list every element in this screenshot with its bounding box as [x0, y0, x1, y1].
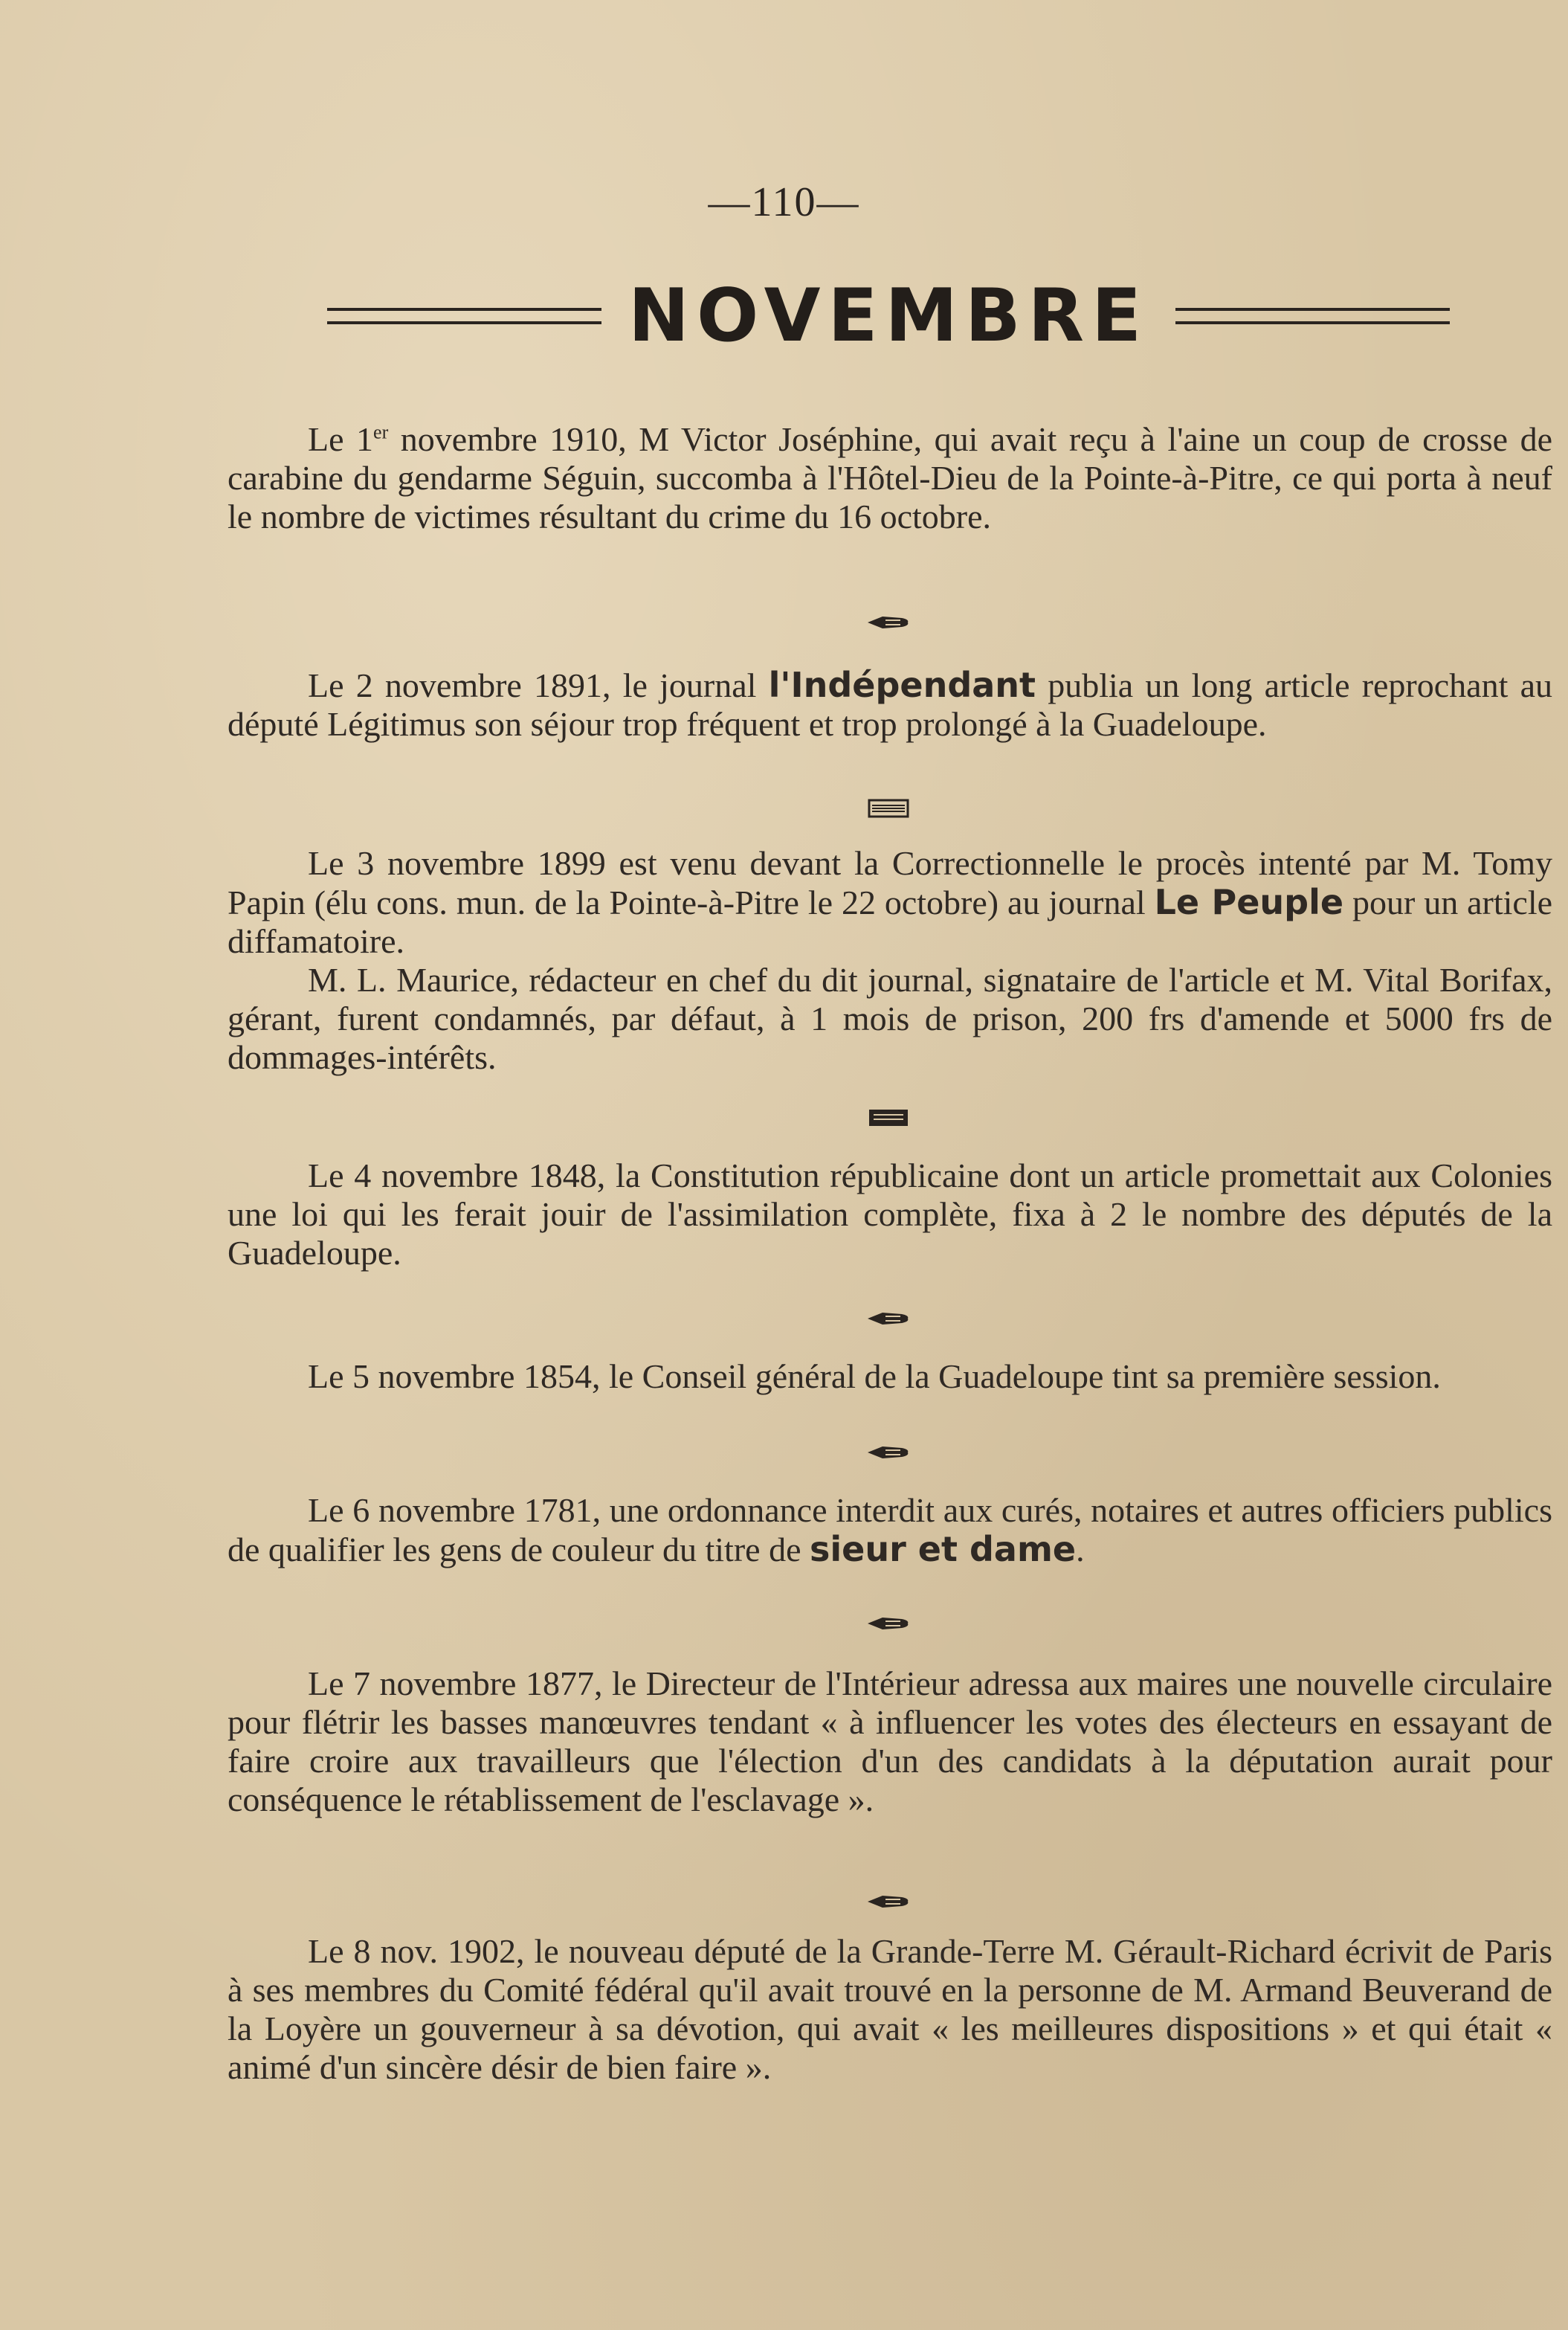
entry-text-part: Le 1: [308, 420, 374, 458]
entry-november-4: [228, 1156, 1552, 1272]
entry-text-part: Le 3 novembre 1899 est venu devant la Correctionnelle le procès intenté par M. Tomy Papin (élu cons. mun. de la Pointe-à-Pitre le 22 octobre) au journal: [228, 844, 1552, 921]
header-rule-right: [1175, 308, 1450, 324]
entry-text-part: Le 6 novembre 1781, une ordonnance interdit aux curés, notaires et autres officiers publics de qualifier les gens de couleur du titre de: [228, 1491, 1552, 1568]
hand-pointer-ornament-icon: [862, 1441, 914, 1464]
header-rule-left: [327, 308, 601, 324]
entry-november-1: [228, 420, 1552, 536]
hand-pointer-ornament-icon: [862, 611, 914, 634]
entry-text-continued: M. L. Maurice, rédacteur en chef du dit journal, signataire de l'article et M. Vital Borifax, gérant, furent condamnés, par défaut, à 1 mois de prison, 200 frs d'amende et 5000 frs de dommages-intérêts.: [228, 961, 1552, 1076]
entry-november-2: [228, 666, 1552, 744]
hand-pointer-ornament-icon: [862, 1612, 914, 1635]
entry-text-part: Le 2 novembre 1891, le journal: [308, 666, 769, 704]
ordinal-superscript: er: [373, 421, 389, 443]
title-terms: sieur et dame: [810, 1529, 1077, 1569]
entry-november-8: [228, 1932, 1552, 2087]
entry-text-part: pour un article diffamatoire.: [228, 884, 1553, 960]
entry-text: [228, 844, 1552, 961]
entry-text-part: .: [1076, 1531, 1085, 1568]
entry-text-part: publia un long article reprochant au député Légitimus son séjour trop fréquent et trop prolongé à la Guadeloupe.: [228, 666, 1552, 743]
rule-ornament-icon: [862, 1107, 914, 1129]
entry-text: Le 5 novembre 1854, le Conseil général de la Guadeloupe tint sa première session.: [308, 1357, 1441, 1395]
entry-text: Le 8 nov. 1902, le nouveau député de la Grande-Terre M. Gérault-Richard écrivit de Paris à ses membres du Comité fédéral qu'il avait trouvé en la personne de M. Armand Beuverand de la Loyère un gouverneur à sa dévotion, qui avait « les meilleures dispositions » et qui était « animé d'un sincère désir de bien faire ».: [228, 1932, 1552, 2086]
entry-text-part: novembre 1910, M Victor Joséphine, qui avait reçu à l'aine un coup de crosse de carabine du gendarme Séguin, succomba à l'Hôtel-Dieu de la Pointe-à-Pitre, ce qui porta à neuf le nombre de victimes résultant du crime du 16 octobre.: [228, 420, 1552, 535]
entry-text: [228, 666, 1552, 744]
entry-text: [228, 420, 1552, 536]
hand-pointer-ornament-icon: [862, 1890, 914, 1913]
month-title: NOVEMBRE: [627, 274, 1149, 358]
entry-text: Le 4 novembre 1848, la Constitution républicaine dont un article promettait aux Colonies une loi qui les ferait jouir de l'assimilation complète, fixa à 2 le nombre des députés de la Guadeloupe.: [228, 1156, 1552, 1272]
entry-november-3: [228, 844, 1552, 1077]
entry-november-6: [228, 1491, 1552, 1569]
page-number: —110—: [708, 179, 860, 225]
entry-november-7: [228, 1664, 1552, 1819]
hand-pointer-ornament-icon: [862, 1307, 914, 1330]
entry-text: [228, 1491, 1552, 1569]
entry-november-5: [228, 1357, 1552, 1396]
journal-name: Le Peuple: [1154, 882, 1344, 922]
rule-ornament-icon: [862, 797, 914, 820]
journal-name: l'Indépendant: [768, 665, 1036, 705]
entry-text: Le 7 novembre 1877, le Directeur de l'Intérieur adressa aux maires une nouvelle circulaire pour flétrir les basses manœuvres tendant « à influencer les votes des électeurs en essayant de faire croire aux travailleurs que l'élection d'un des candidats à la députation aurait pour conséquence le rétablissement de l'esclavage ».: [228, 1664, 1552, 1818]
month-header: [327, 275, 1450, 357]
